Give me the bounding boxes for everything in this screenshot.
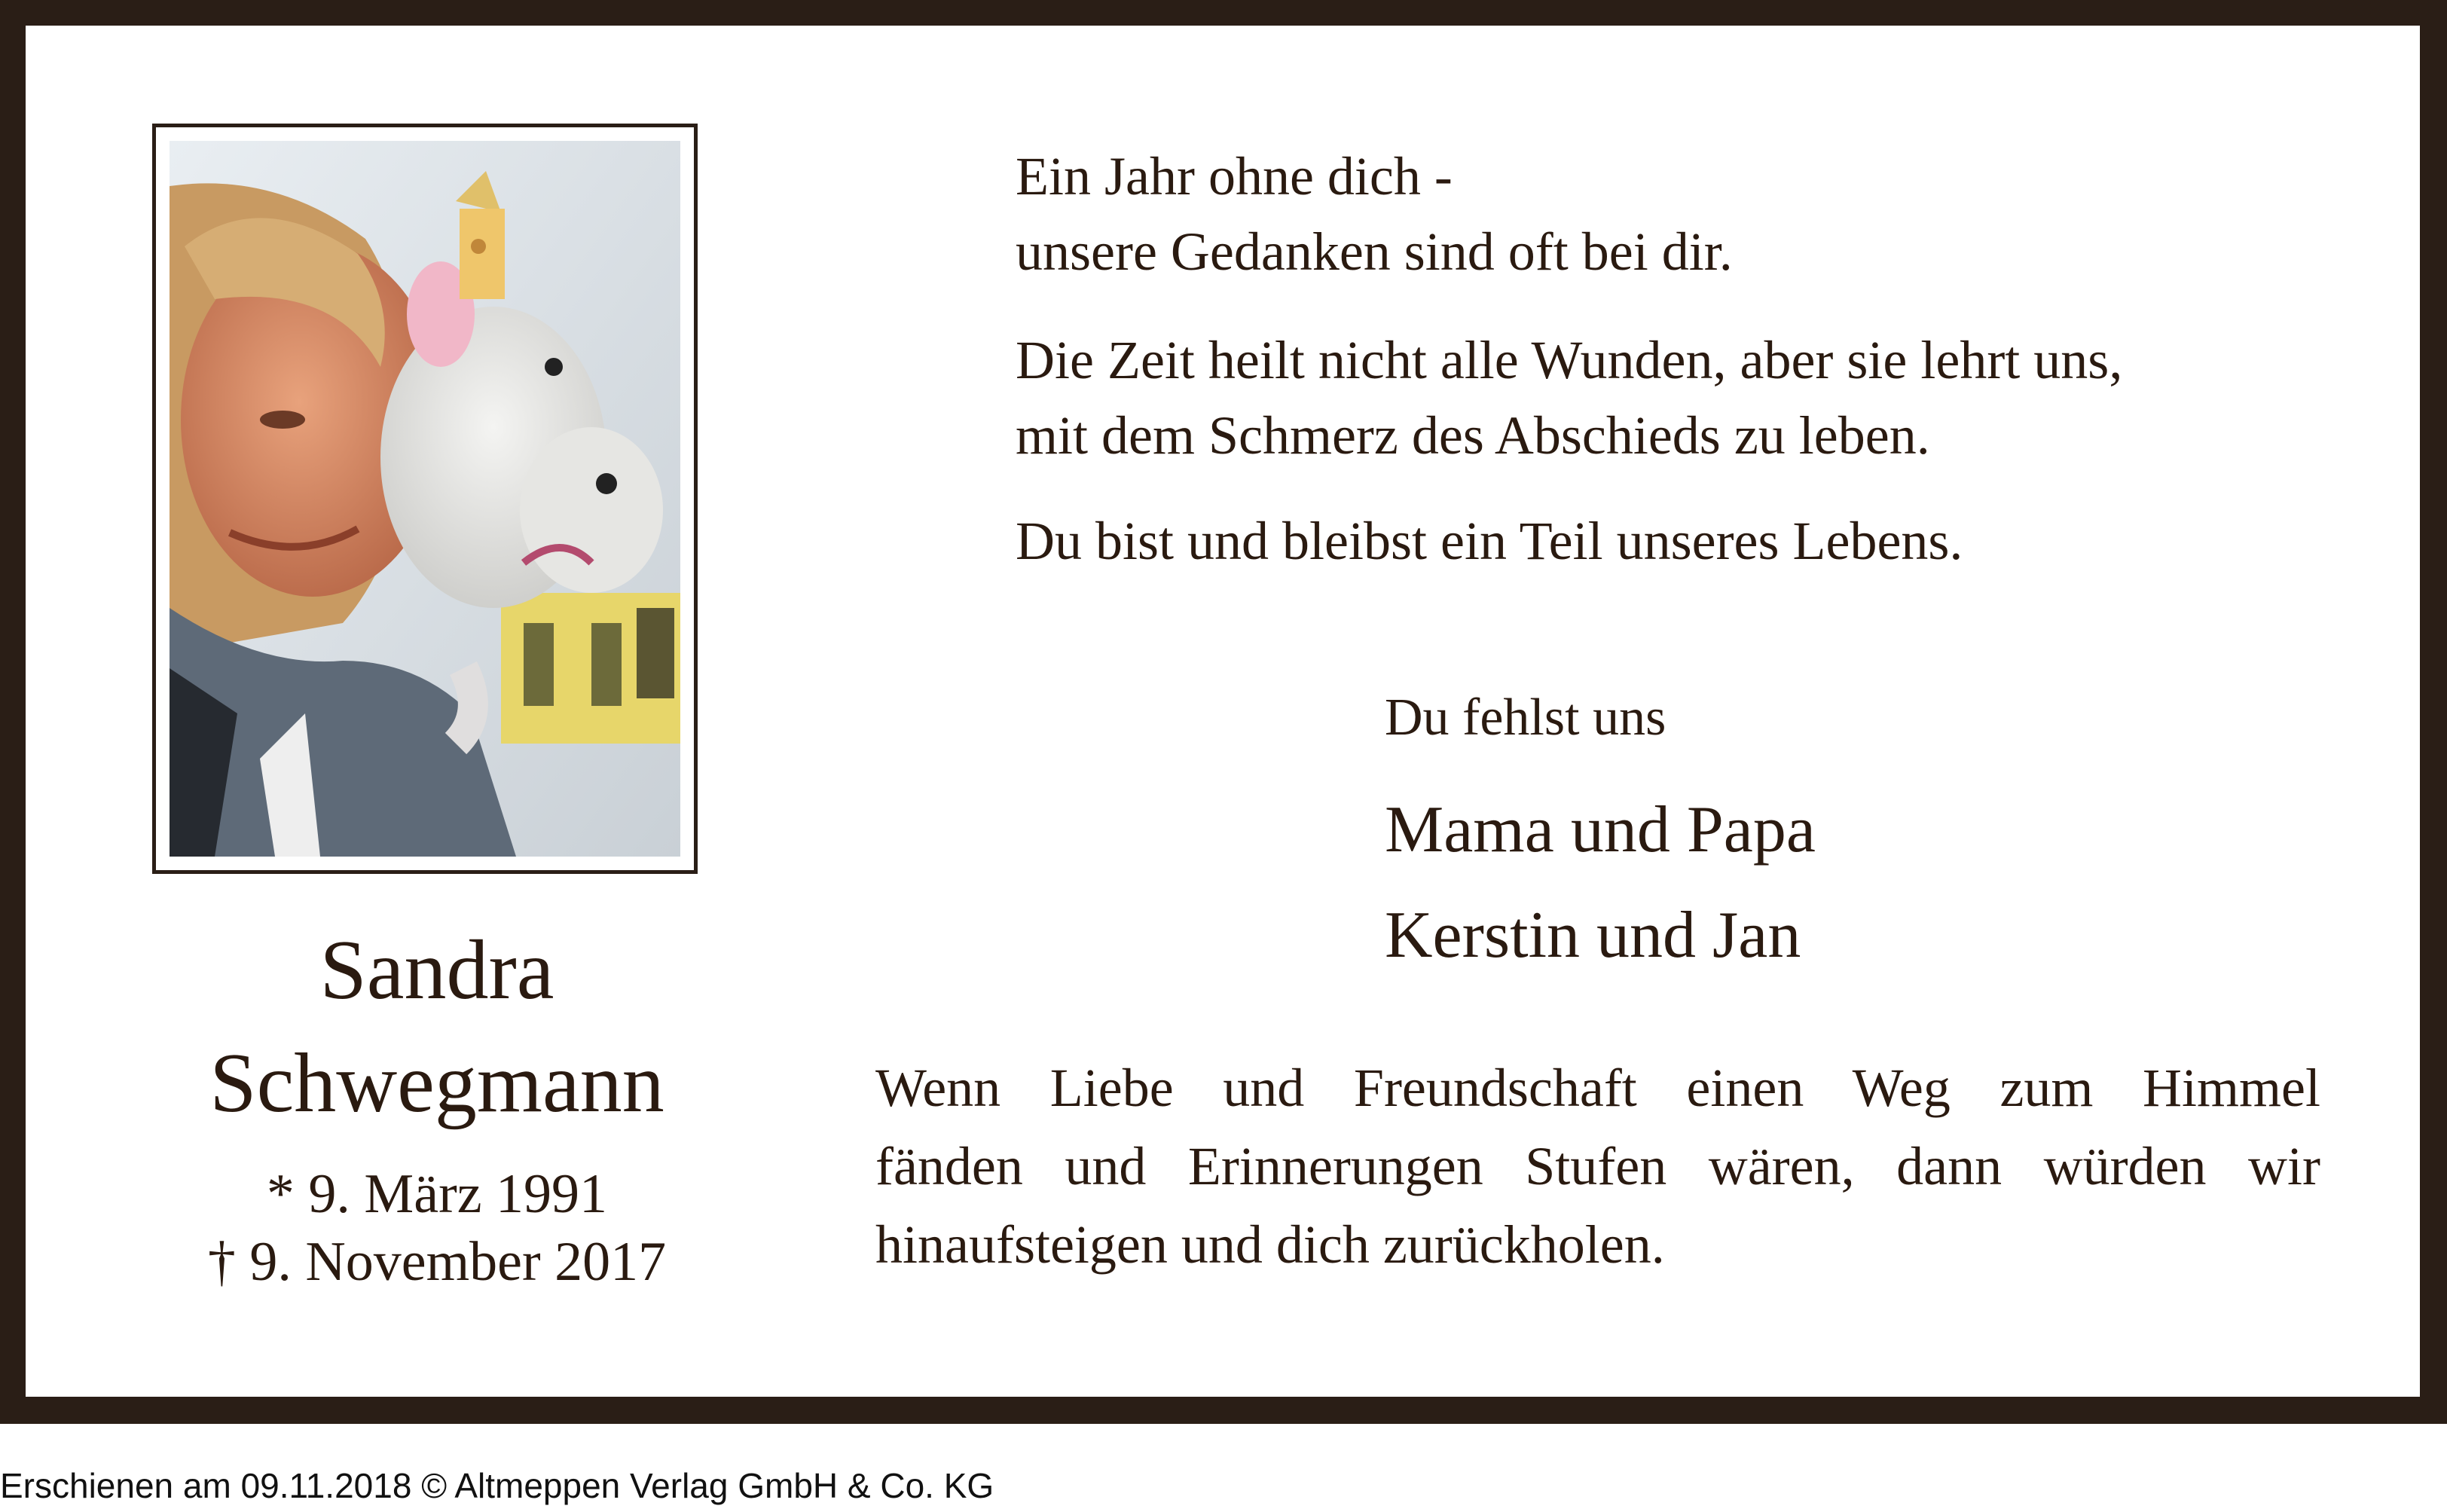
verse-line: unsere Gedanken sind oft bei dir.	[1016, 221, 1733, 282]
verse-line: Du bist und bleibst ein Teil unseres Lebens.	[1016, 511, 1963, 571]
verse-stanza-1	[1016, 139, 2296, 289]
verse-stanza-3	[1016, 503, 2296, 579]
closing-quote	[875, 1049, 2320, 1284]
signoff-lead: Du fehlst uns	[1385, 689, 1666, 747]
family-names-siblings: Kerstin und Jan	[1385, 899, 1801, 972]
portrait-photo-frame	[152, 124, 698, 874]
birth-date: * 9. März 1991	[266, 1163, 608, 1225]
verse-line: mit dem Schmerz des Abschieds zu leben.	[1016, 405, 1930, 466]
closing-line: hinaufsteigen und dich zurückholen.	[875, 1214, 1665, 1275]
closing-line: fänden und Erinnerungen Stufen wären, dann würden wir	[875, 1136, 2320, 1196]
closing-line: Wenn Liebe und Freundschaft einen Weg zum Himmel	[875, 1058, 2320, 1118]
death-date: † 9. November 2017	[207, 1231, 667, 1293]
family-names-parents: Mama und Papa	[1385, 793, 1816, 866]
deceased-last-name: Schwegmann	[209, 1037, 664, 1130]
verse-line: Ein Jahr ohne dich -	[1016, 146, 1453, 206]
verse-line: Die Zeit heilt nicht alle Wunden, aber sie lehrt uns,	[1016, 330, 2123, 390]
publication-footer: Erschienen am 09.11.2018 © Altmeppen Verlag GmbH & Co. KG	[0, 1466, 994, 1505]
deceased-first-name: Sandra	[319, 924, 554, 1017]
verse-stanza-2	[1016, 322, 2296, 473]
portrait-photo	[170, 141, 680, 857]
